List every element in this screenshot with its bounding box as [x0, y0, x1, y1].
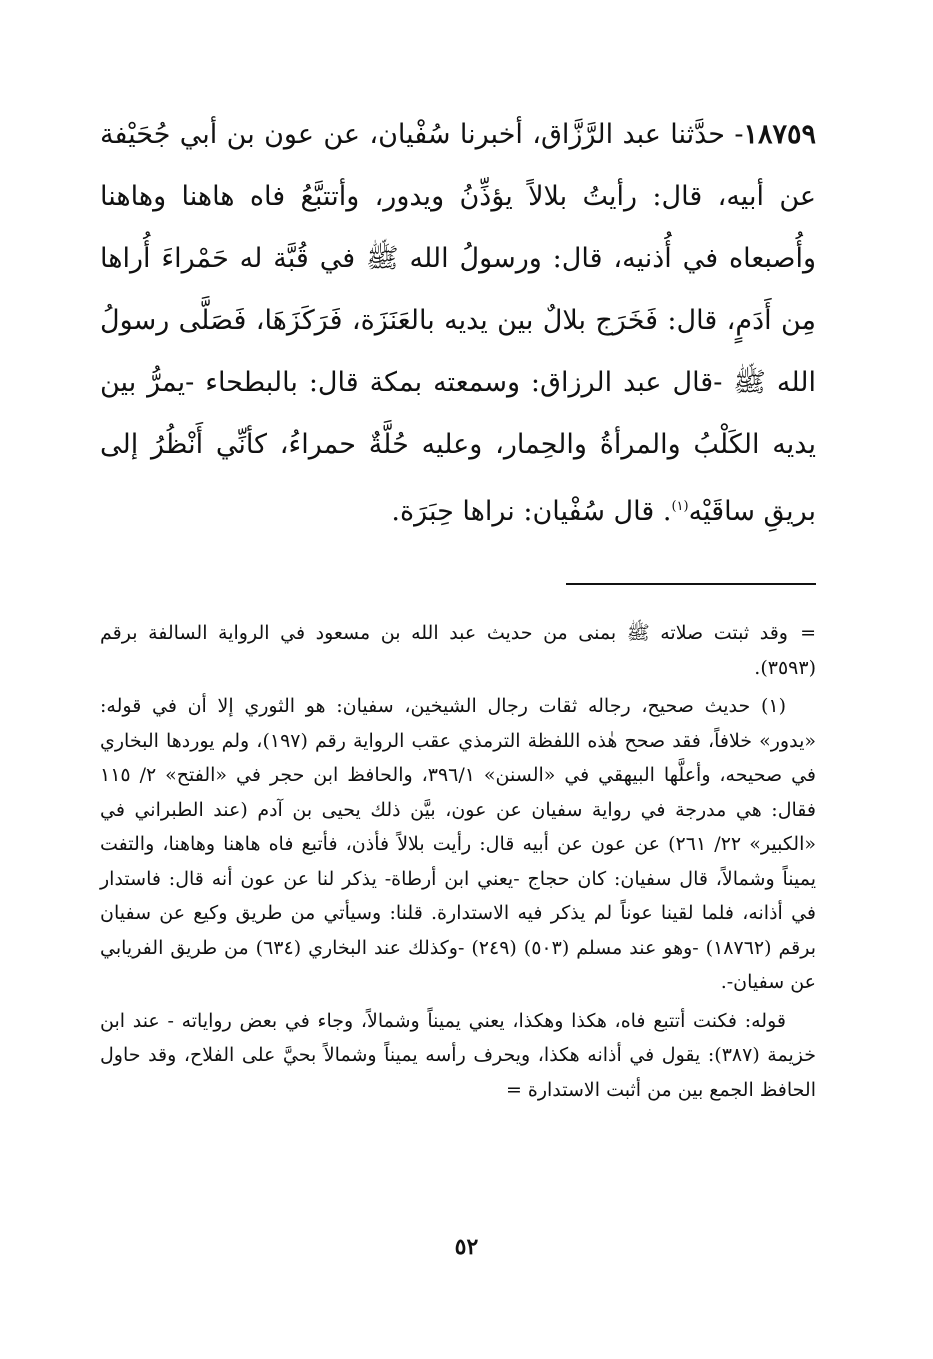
continuation-mark: =	[800, 622, 816, 644]
footnotes-block	[100, 616, 816, 1111]
hadith-text-part1: - حدَّثنا عبد الرَّزَّاق، أخبرنا سُفْيان، عن عون بن أبي جُحَيْفة عن أبيه، قال: رأيتُ بلالاً يؤذِّنُ ويدور، وأتتبَّعُ فاه هاهنا وهاهنا وأُصبعاه في أُذنيه، قال: ورسولُ الله ﷺ في قُبَّة له حَمْراءَ أُراها مِن أَدَمٍ، قال: فَخَرَج بلالٌ بين يديه بالعَنَزَة، فَرَكَزَهَا، فَصَلَّى رسولُ الله ﷺ -قال عبد الرزاق: وسمعته بمكة قال: بالبطحاء -يمرُّ بين يديه الكَلْبُ والمرأةُ والحِمار، وعليه حُلَّةٌ حمراءُ، كأنِّي أَنْظُرُ إلى بريقِ ساقَيْه	[100, 119, 816, 527]
footnote-reference[interactable]: (١)	[671, 499, 689, 514]
hadith-text	[100, 104, 816, 543]
footnote-1: (١) حديث صحيح، رجاله ثقات رجال الشيخين، سفيان: هو الثوري إلا أن في قوله: «يدور» خلافاً، فقد صحح هٰذه اللفظة الترمذي عقب الرواية رقم (١٩٧)، ولم يوردها البخاري في صحيحه، وأعلَّها البيهقي في «السنن» ٣٩٦/١، والحافظ ابن حجر في «الفتح» ٢/ ١١٥ فقال: هي مدرجة في رواية سفيان عن عون، بيَّن ذلك يحيى بن آدم (عند الطبراني في «الكبير» ٢٢/ ٢٦١) عن عون عن أبيه قال: رأيت بلالاً فأذن، فأتبع فاه هاهنا وهاهنا، والتفت يميناً وشمالاً، قال سفيان: كان حجاج -يعني ابن أرطاة- يذكر لنا عن عون أنه قال: فاستدار في أذانه، فلما لقينا عوناً لم يذكر فيه الاستدارة. قلنا: وسيأتي من طريق وكيع عن سفيان برقم (١٨٧٦٢) -وهو عند مسلم (٥٠٣) (٢٤٩) -وكذلك عند البخاري (٦٣٤) من طريق الفريابي عن سفيان-.	[100, 695, 817, 993]
footnote-1-commentary: قوله: فكنت أتتبع فاه، هكذا وهكذا، يعني يميناً وشمالاً، وجاء في بعض رواياته - عند ابن خزيمة (٣٨٧): يقول في أذانه هكذا، ويحرف رأسه يميناً وشمالاً بحيَّ على الفلاح، وقد حاول الحافظ الجمع بين من أثبت الاستدارة =	[100, 1009, 816, 1101]
footnote-continuation	[100, 616, 816, 685]
continuation-text: وقد ثبتت صلاته ﷺ بمنى من حديث عبد الله بن مسعود في الرواية السالفة برقم (٣٥٩٣).	[100, 622, 816, 679]
page-number: ٥٢	[454, 1234, 479, 1260]
hadith-block	[100, 104, 816, 543]
hadith-number: ١٨٧٥٩	[743, 119, 816, 150]
hadith-text-part2: . قال سُفْيان: نراها حِبَرَة.	[391, 496, 672, 527]
footnote-separator	[566, 583, 816, 585]
